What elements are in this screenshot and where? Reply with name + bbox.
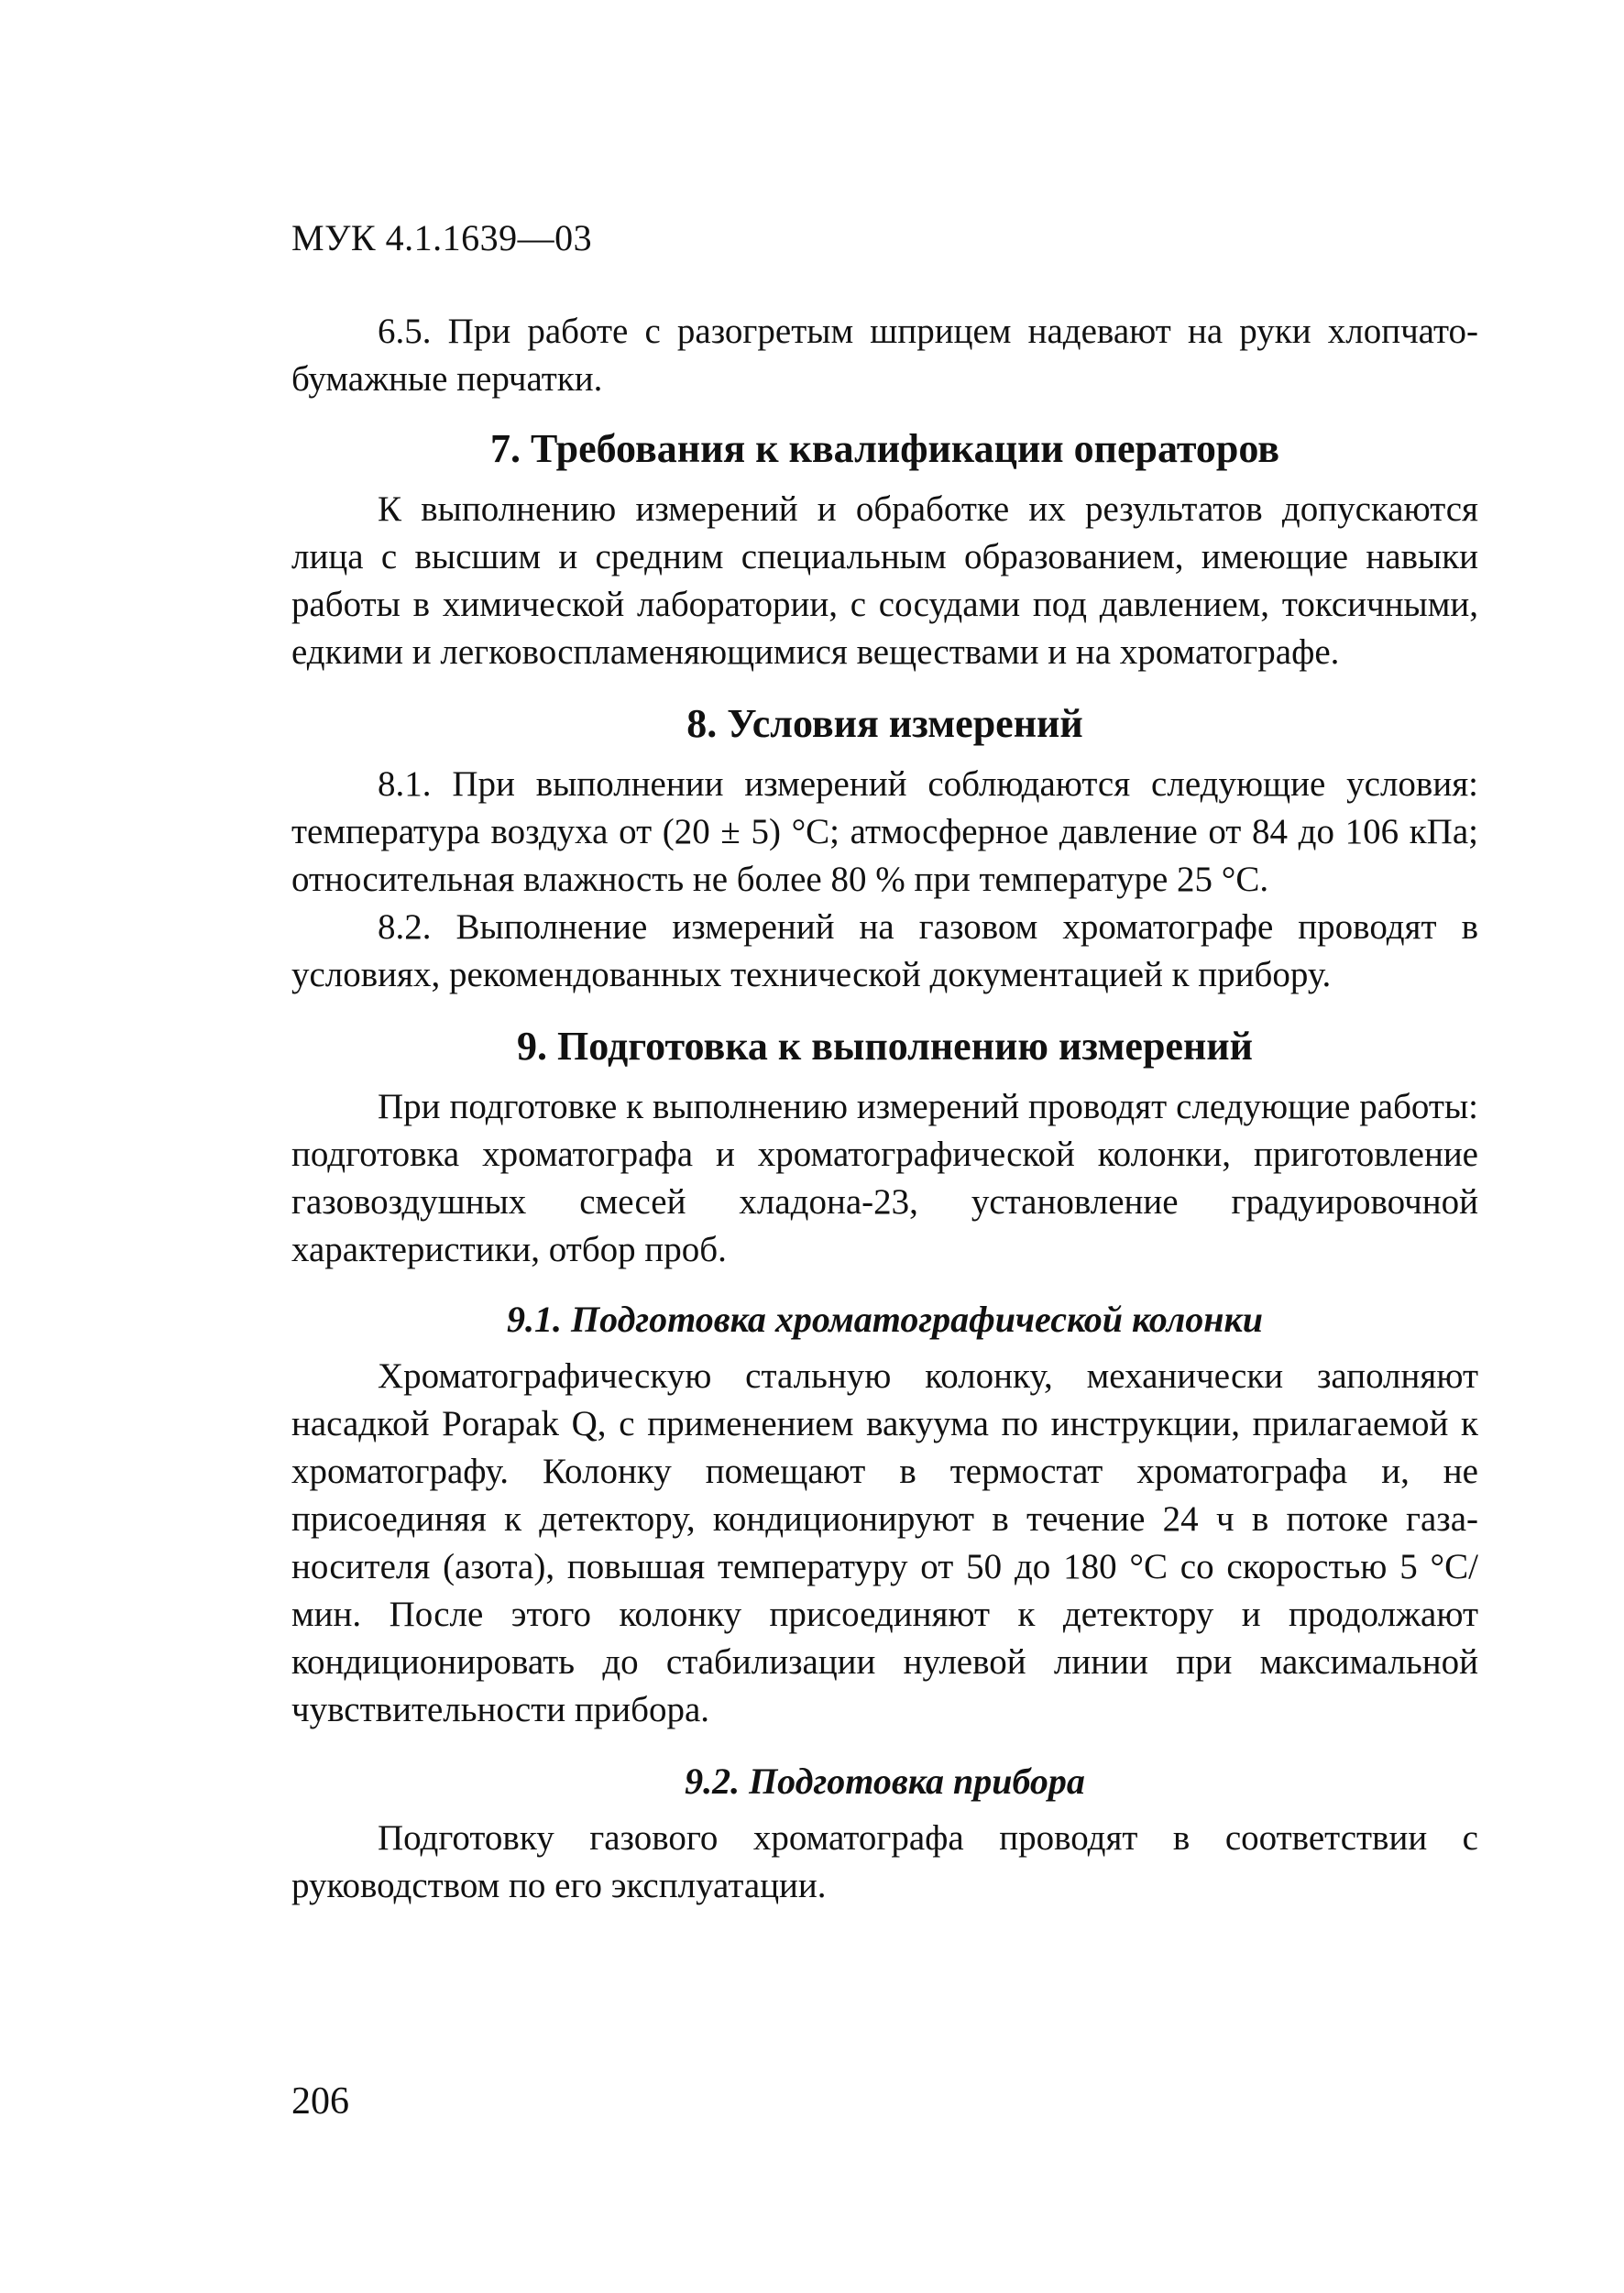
- section-7-title: 7. Требования к квалификации операторов: [489, 426, 1280, 471]
- paragraph-8-2: 8.2. Выполнение измерений на газовом хроматографе проводят в условиях, рекомендованных технической документацией к прибору.: [291, 907, 1478, 994]
- paragraph-8-1: 8.1. При выполнении измерений соблюдаются следующие условия: температура воздуха от (20 ± 5) °С; атмосферное давление от 84 до 106 кПа; относительная влажность не более 80 % при температуре 25 °С.: [291, 764, 1478, 899]
- subsection-9-2-text: Подготовку газового хроматографа проводят в соответствии с руководством по его эксплуатации.: [291, 1818, 1478, 1905]
- page-number: 206: [291, 2080, 349, 2123]
- subsection-9-1-title: 9.1. Подготовка хроматографической колонки: [506, 1299, 1264, 1340]
- section-9-title: 9. Подготовка к выполнению измерений: [517, 1024, 1253, 1069]
- subsection-9-1-text: Хроматографическую стальную колонку, механически заполняют насадкой Porapak Q, с применением вакуума по инструкции, прилагаемой к хроматографу. Колонку помещают в термостат хроматографа и, не присоединяя к детектору, кондиционируют в течение 24 ч в потоке газа-носителя (азота), повышая температуру от 50 до 180 °С со скоростью 5 °С/мин. После этого колонку присоединяют к детектору и продолжают кондиционировать до стабилизации нулевой линии при максимальной чувствительности прибора.: [291, 1356, 1478, 1729]
- paragraph-6-5: 6.5. При работе с разогретым шприцем надевают на руки хлопчато-бумажные перчатки.: [291, 312, 1478, 399]
- section-8-title: 8. Условия измерений: [686, 701, 1083, 746]
- subsection-9-2-title: 9.2. Подготовка прибора: [685, 1761, 1085, 1802]
- section-7-text: К выполнению измерений и обработке их результатов допускаются лица с высшим и средним специальным образованием, имеющие навыки работы в химической лаборатории, с сосудами под давлением, токсичными, едкими и легковоспламеняющимися веществами и на хроматографе.: [291, 489, 1478, 672]
- document-body: [291, 308, 1478, 1910]
- document-code-header: МУК 4.1.1639—03: [291, 217, 593, 258]
- section-9-text: При подготовке к выполнению измерений проводят следующие работы: подготовка хроматографа и хроматографической колонки, приготовление газовоздушных смесей хладона-23, установление градуировочной характеристики, отбор проб.: [291, 1087, 1478, 1269]
